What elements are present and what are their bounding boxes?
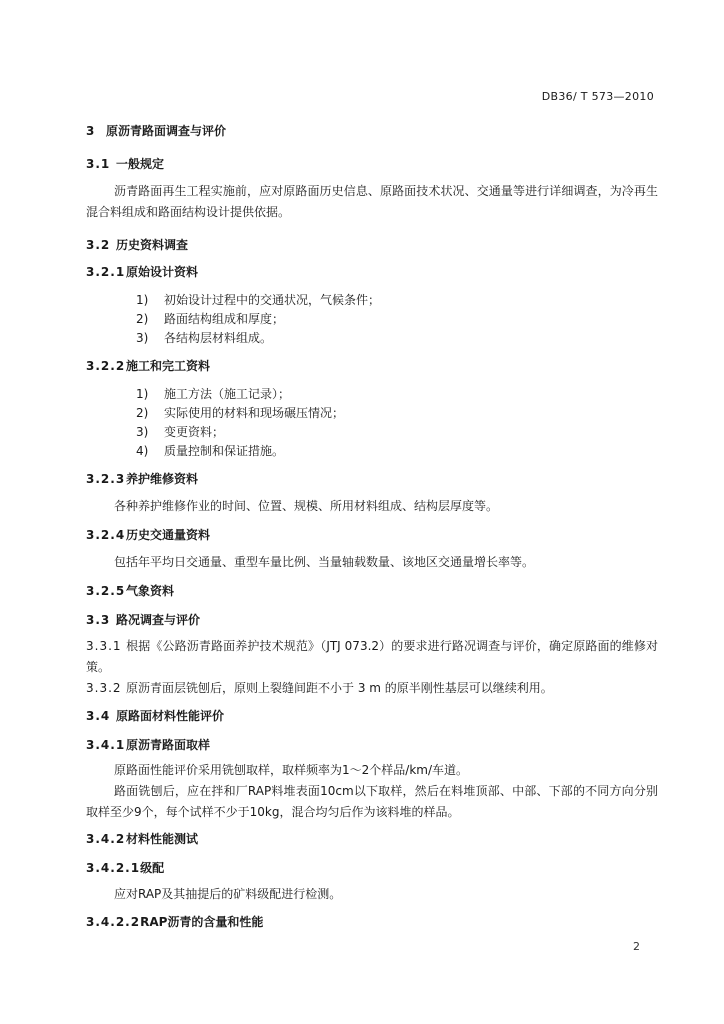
section-3-3-heading: 3.3 路况调查与评价 (86, 613, 201, 627)
section-3-2-heading: 3.2 历史资料调查 (86, 238, 189, 252)
section-3-3-1-paragraph: 3.3.1 根据《公路沥青路面养护技术规范》（JTJ 073.2）的要求进行路况调查与评价，确定原路面的维修对策。 (86, 639, 658, 674)
list-item: 4) 质量控制和保证措施。 (136, 444, 285, 458)
list-item: 3) 变更资料； (136, 425, 225, 439)
section-3-2-3-paragraph: 各种养护维修作业的时间、位置、规模、所用材料组成、结构层厚度等。 (114, 499, 499, 513)
section-3-heading: 3 原沥青路面调查与评价 (86, 124, 227, 138)
list-item: 3) 各结构层材料组成。 (136, 331, 273, 345)
page-number: 2 (633, 940, 640, 953)
section-3-4-1-heading: 3.4.1原沥青路面取样 (86, 738, 211, 752)
section-3-2-1-heading: 3.2.1原始设计资料 (86, 265, 199, 279)
section-3-2-3-heading: 3.2.3养护维修资料 (86, 472, 199, 486)
section-3-4-1-paragraph-2: 路面铣刨后，应在拌和厂RAP料堆表面10cm以下取样，然后在料堆顶部、中部、下部的不同方向分别取样至少9个，每个试样不少于10kg，混合均匀后作为该料堆的样品。 (86, 784, 658, 819)
section-3-3-2-paragraph: 3.3.2 原沥青面层铣刨后，原则上裂缝间距不小于 3 m 的原半刚性基层可以继续利用。 (86, 681, 553, 695)
standard-code: DB36/ T 573—2010 (541, 90, 654, 103)
section-3-4-2-1-heading: 3.4.2.1级配 (86, 861, 165, 875)
section-3-4-2-1-paragraph: 应对RAP及其抽提后的矿料级配进行检测。 (114, 887, 342, 901)
section-3-2-2-heading: 3.2.2施工和完工资料 (86, 359, 211, 373)
list-item: 1) 施工方法（施工记录）； (136, 387, 291, 401)
section-3-4-heading: 3.4 原路面材料性能评价 (86, 709, 225, 723)
section-3-4-2-heading: 3.4.2材料性能测试 (86, 832, 199, 846)
list-item: 2) 实际使用的材料和现场碾压情况； (136, 406, 345, 420)
section-3-4-1-paragraph-1: 原路面性能评价采用铣刨取样，取样频率为1～2个样品/km/车道。 (114, 763, 468, 777)
list-item: 2) 路面结构组成和厚度； (136, 312, 285, 326)
section-3-1-paragraph: 沥青路面再生工程实施前，应对原路面历史信息、原路面技术状况、交通量等进行详细调查，为冷再生混合料组成和路面结构设计提供依据。 (86, 184, 658, 219)
section-3-4-2-2-heading: 3.4.2.2RAP沥青的含量和性能 (86, 915, 264, 929)
section-3-2-4-paragraph: 包括年平均日交通量、重型车量比例、当量轴载数量、该地区交通量增长率等。 (114, 555, 535, 569)
section-3-1-heading: 3.1 一般规定 (86, 157, 165, 171)
section-3-2-5-heading: 3.2.5气象资料 (86, 584, 175, 598)
list-item: 1) 初始设计过程中的交通状况，气候条件； (136, 293, 381, 307)
section-3-2-4-heading: 3.2.4历史交通量资料 (86, 528, 211, 542)
